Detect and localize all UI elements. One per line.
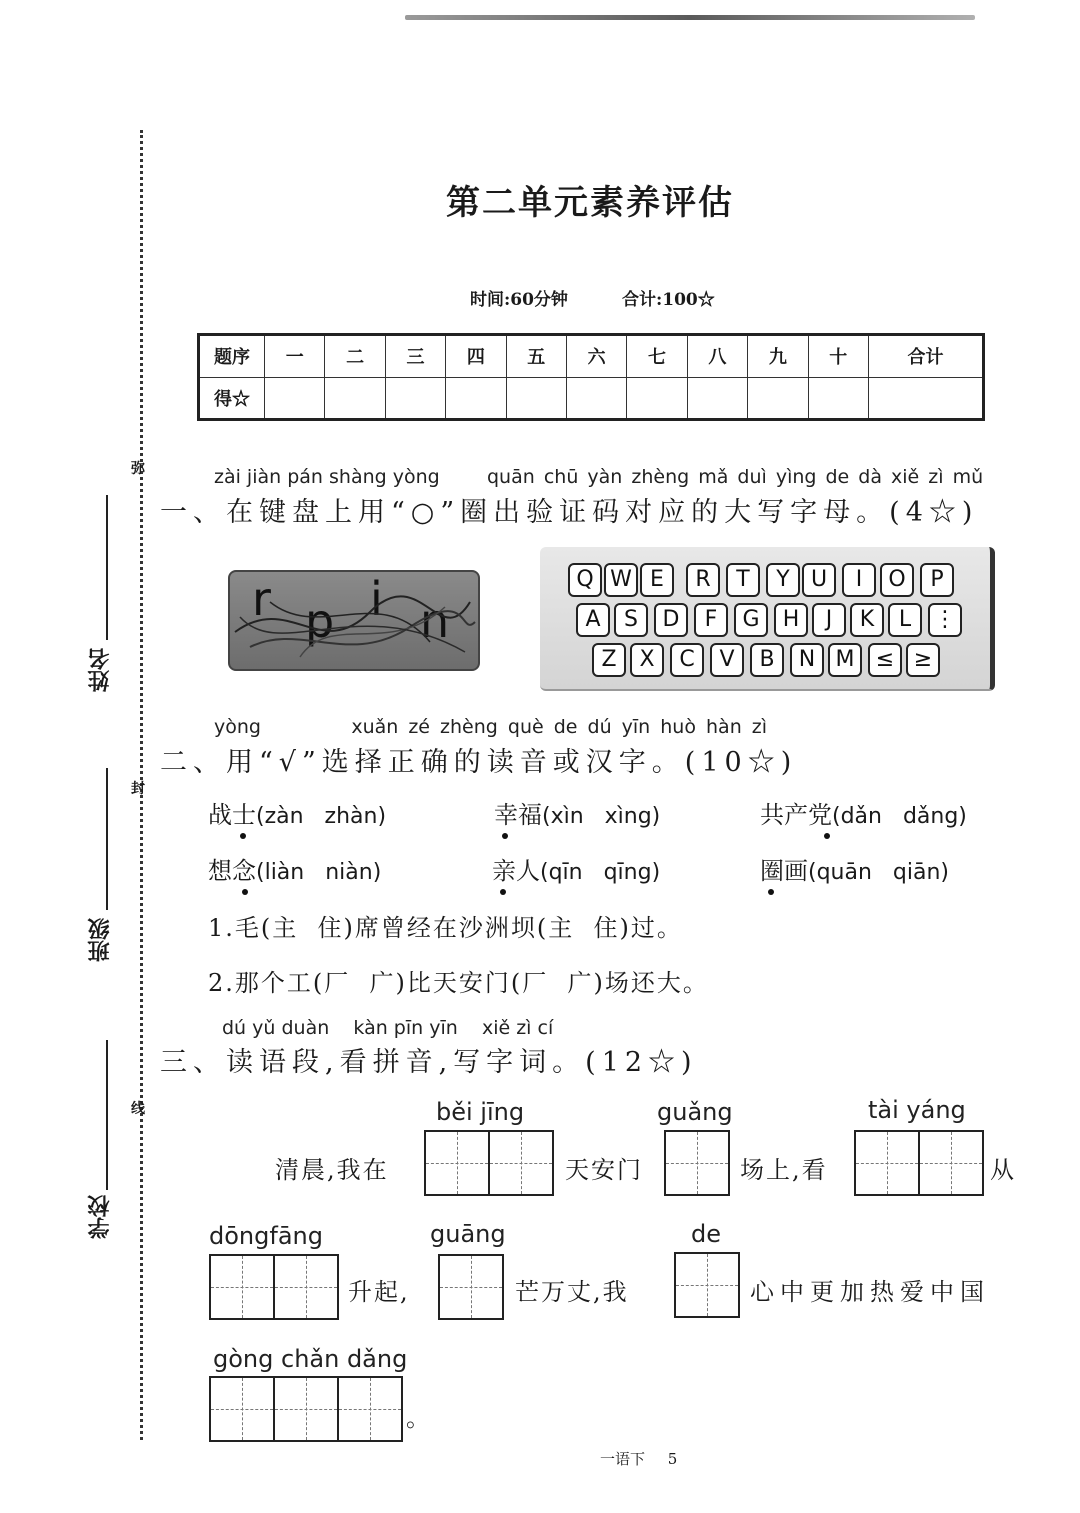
seal-mark-xian: 线	[131, 1101, 145, 1117]
q2-option	[208, 795, 386, 830]
captcha-letter: n	[420, 594, 450, 648]
score-cell[interactable]	[627, 377, 687, 420]
score-header-label: 题序	[199, 335, 265, 378]
q2-option	[760, 795, 967, 830]
time-limit: 时间:60分钟	[470, 290, 568, 310]
school-label: 学校	[87, 1195, 113, 1239]
emphasis-dot	[240, 833, 246, 839]
emphasis-dot	[500, 889, 506, 895]
key-f[interactable]: F	[694, 603, 728, 637]
key-h[interactable]: H	[774, 603, 808, 637]
q2-pinyin: yòng xuǎn zé zhèng què de dú yīn huò hàn zì	[214, 716, 768, 738]
writing-grid-guang2[interactable]	[438, 1254, 504, 1320]
key-b[interactable]: B	[750, 643, 784, 677]
q1-pinyin-a: zài jiàn pán shàng yòng	[214, 466, 440, 488]
q3-heading: 三、读语段,看拼音,写字词。(12☆)	[160, 1047, 698, 1078]
score-col: 九	[748, 335, 808, 378]
q2-option-word: 幸福	[494, 801, 542, 829]
key-y[interactable]: Y	[766, 563, 800, 597]
key-o[interactable]: O	[880, 563, 914, 597]
score-value-row	[199, 377, 984, 420]
footer-course: 一语下	[600, 1450, 646, 1468]
key-j[interactable]: J	[812, 603, 846, 637]
seal-mark-feng: 封	[131, 781, 145, 797]
q2-option-choice[interactable]: (dǎn dǎng)	[832, 804, 967, 829]
captcha-image	[228, 570, 480, 671]
py-de: de	[691, 1220, 721, 1248]
score-total-label: 合计	[868, 335, 983, 378]
score-cell[interactable]	[506, 377, 566, 420]
q1-heading: 一、在键盘上用“○”圈出验证码对应的大写字母。(4☆)	[160, 497, 979, 528]
captcha-letter: r	[252, 572, 271, 626]
key-z[interactable]: Z	[592, 643, 626, 677]
emphasis-dot	[824, 833, 830, 839]
q2-sentence-2: 2.那个工(厂 广)比天安门(厂 广)场还大。	[208, 969, 709, 997]
key-e[interactable]: E	[640, 563, 674, 597]
text-xinzhong: 心中更加热爱中国	[750, 1278, 990, 1306]
key-p[interactable]: P	[920, 563, 954, 597]
key-less[interactable]: ≤	[868, 643, 902, 677]
q2-sentence-1: 1.毛(主 住)席曾经在沙洲坝(主 住)过。	[208, 914, 683, 942]
class-label: 班级	[87, 918, 113, 962]
writing-grid-dongfang[interactable]	[209, 1254, 339, 1320]
key-a[interactable]: A	[576, 603, 610, 637]
key-k[interactable]: K	[850, 603, 884, 637]
text-mangwanzhang: 芒万丈,我	[515, 1278, 629, 1306]
name-blank	[106, 495, 108, 640]
score-cell[interactable]	[446, 377, 506, 420]
captcha-noise-scribble	[230, 572, 478, 669]
py-beijing: běi jīng	[436, 1098, 525, 1126]
score-col: 三	[385, 335, 445, 378]
key-v[interactable]: V	[710, 643, 744, 677]
class-blank	[106, 768, 108, 910]
score-cell[interactable]	[868, 377, 983, 420]
score-col: 一	[265, 335, 325, 378]
key-r[interactable]: R	[686, 563, 720, 597]
total-score: 合计:100☆	[622, 290, 715, 310]
key-n[interactable]: N	[790, 643, 824, 677]
writing-grid-guang1[interactable]	[664, 1130, 730, 1196]
key-c[interactable]: C	[670, 643, 704, 677]
emphasis-dot	[242, 889, 248, 895]
key-s[interactable]: S	[614, 603, 648, 637]
q2-option	[492, 851, 660, 886]
page-title: 第二单元素养评估	[446, 183, 734, 223]
score-col: 五	[506, 335, 566, 378]
q2-heading: 二、用“√”选择正确的读音或汉字。(10☆)	[160, 747, 798, 778]
key-x[interactable]: X	[630, 643, 664, 677]
key-greater[interactable]: ≥	[906, 643, 940, 677]
score-cell[interactable]	[325, 377, 385, 420]
score-cell[interactable]	[385, 377, 445, 420]
q2-option-word: 想念	[208, 857, 256, 885]
q3-pinyin: dú yǔ duàn kàn pīn yīn xiě zì cí	[222, 1017, 554, 1039]
score-cell[interactable]	[265, 377, 325, 420]
writing-grid-beijing[interactable]	[424, 1130, 554, 1196]
score-cell[interactable]	[748, 377, 808, 420]
q2-option-choice[interactable]: (liàn niàn)	[256, 860, 382, 885]
emphasis-dot	[502, 833, 508, 839]
captcha-letter: p	[305, 594, 335, 648]
score-value-label: 得☆	[199, 377, 265, 420]
footer-page-number: 5	[667, 1450, 678, 1468]
text-changshang: 场上,看	[740, 1156, 828, 1184]
school-blank	[106, 1040, 108, 1190]
key-t[interactable]: T	[726, 563, 760, 597]
key-u[interactable]: U	[802, 563, 836, 597]
score-col: 四	[446, 335, 506, 378]
writing-grid-de[interactable]	[674, 1252, 740, 1318]
q2-option-word: 战士	[208, 801, 256, 829]
text-tiananmen: 天安门	[565, 1156, 643, 1184]
key-m[interactable]: M	[828, 643, 862, 677]
score-col: 六	[566, 335, 626, 378]
name-label: 姓名	[87, 648, 113, 692]
py-guang2: guāng	[430, 1220, 506, 1248]
key-q[interactable]: Q	[568, 563, 602, 597]
score-header-row	[199, 335, 984, 378]
text-shengqi: 升起,	[348, 1278, 410, 1306]
q2-option-choice[interactable]: (qīn qīng)	[540, 860, 661, 885]
q2-option-choice[interactable]: (zàn zhàn)	[256, 804, 387, 829]
q2-option	[494, 795, 660, 830]
score-cell[interactable]	[808, 377, 868, 420]
text-end: 。	[406, 1404, 432, 1432]
top-scan-edge	[405, 15, 975, 20]
page-footer	[600, 1448, 695, 1469]
emphasis-dot	[768, 889, 774, 895]
key-l[interactable]: L	[888, 603, 922, 637]
key-d[interactable]: D	[654, 603, 688, 637]
q2-option	[760, 851, 949, 886]
text-start: 清晨,我在	[275, 1156, 389, 1184]
seal-mark-mi: 弥	[131, 461, 145, 477]
key-colon[interactable]: ⋮	[928, 603, 962, 637]
score-col: 七	[627, 335, 687, 378]
score-col: 十	[808, 335, 868, 378]
writing-grid-taiyang[interactable]	[854, 1130, 984, 1196]
q2-option-word: 亲人	[492, 857, 540, 885]
key-g[interactable]: G	[734, 603, 768, 637]
captcha-letter: i	[370, 572, 383, 626]
q1-pinyin-b: quān chū yàn zhèng mǎ duì yìng de dà xiě zì mǔ	[487, 466, 984, 488]
q2-option-word: 共产党	[760, 801, 832, 829]
virtual-keyboard	[540, 547, 995, 691]
py-guang1: guǎng	[657, 1098, 733, 1126]
key-w[interactable]: W	[604, 563, 638, 597]
q2-option	[208, 851, 381, 886]
score-col: 八	[687, 335, 747, 378]
text-cong: 从	[990, 1156, 1016, 1184]
q2-option-choice[interactable]: (quān qiān)	[808, 860, 949, 885]
score-cell[interactable]	[687, 377, 747, 420]
score-col: 二	[325, 335, 385, 378]
key-i[interactable]: I	[842, 563, 876, 597]
py-gongchandang: gòng chǎn dǎng	[213, 1345, 408, 1373]
py-taiyang: tài yáng	[868, 1096, 966, 1124]
q2-option-choice[interactable]: (xìn xìng)	[542, 804, 661, 829]
score-table	[197, 333, 985, 421]
q2-option-word: 圈画	[760, 857, 808, 885]
py-dongfang: dōngfāng	[209, 1222, 323, 1250]
score-cell[interactable]	[566, 377, 626, 420]
writing-grid-gongchandang[interactable]	[209, 1376, 403, 1442]
